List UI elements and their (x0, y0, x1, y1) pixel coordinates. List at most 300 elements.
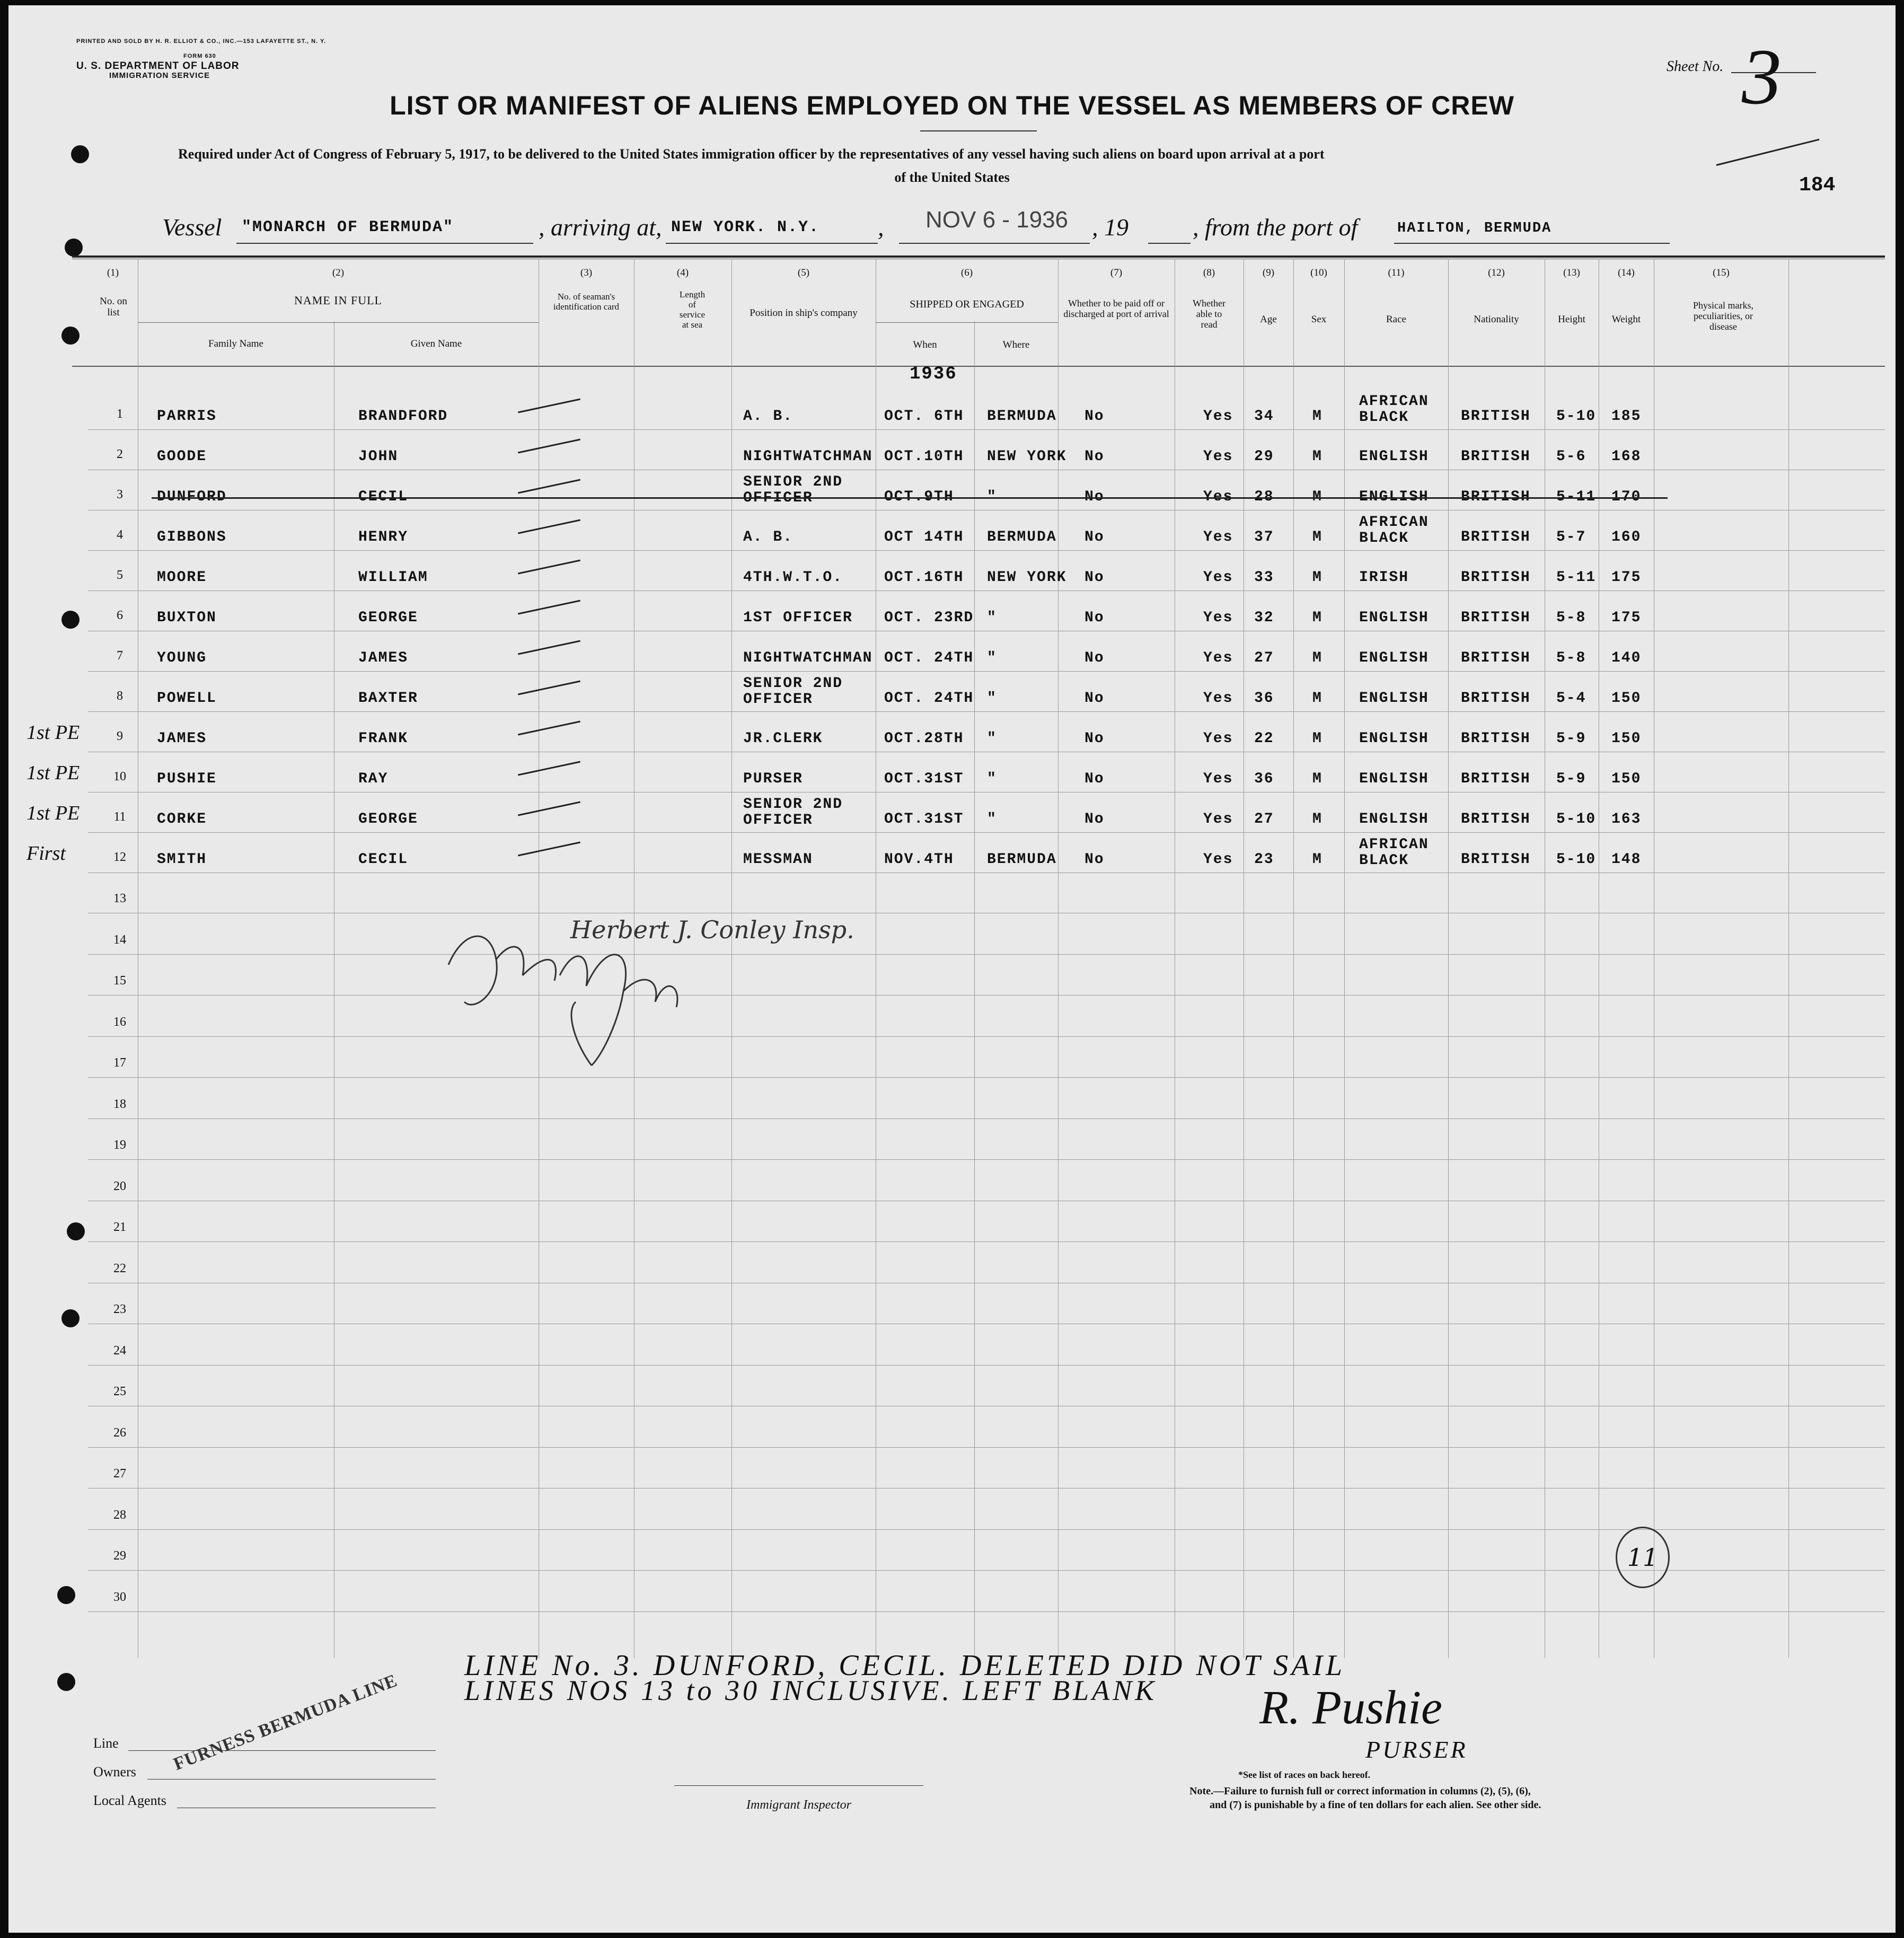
cell-read: Yes (1203, 650, 1233, 666)
footer-agents-label: Local Agents (93, 1793, 166, 1808)
header-weight: Weight (1611, 314, 1641, 325)
cell-read: Yes (1203, 408, 1233, 425)
row-number: 18 (113, 1097, 126, 1111)
cell-given: WILLIAM (358, 569, 428, 586)
subtitle-1: Required under Act of Congress of February 5, 1917, to be delivered to the United States immigration officer by the representatives of any vessel having such aliens on board upon arrival at a port (178, 146, 1325, 162)
cell-position: 1ST OFFICER (743, 610, 853, 626)
row-number: 9 (117, 729, 123, 743)
cell-age: 28 (1254, 489, 1274, 505)
cell-race: ENGLISH (1359, 690, 1429, 707)
cell-race-line-2: BLACK (1359, 852, 1409, 869)
title-rule (920, 130, 1037, 131)
cell-given: JOHN (358, 448, 399, 465)
header-race: Race (1386, 314, 1406, 325)
cell-weight: 160 (1611, 529, 1642, 545)
form-number: FORM 630 (183, 53, 216, 59)
cell-height: 5-10 (1556, 851, 1597, 868)
cell-read: Yes (1203, 730, 1233, 747)
punch-hole (61, 327, 80, 345)
cell-nationality: BRITISH (1461, 730, 1531, 747)
cell-given: BRANDFORD (358, 408, 448, 425)
cell-paid: No (1085, 730, 1105, 747)
col-line (731, 259, 732, 1658)
row-rule (88, 1611, 1885, 1612)
cell-read: Yes (1203, 771, 1233, 787)
inspector-signature-text: Herbert J. Conley Insp. (570, 915, 854, 944)
service: IMMIGRATION SERVICE (109, 71, 210, 80)
cell-race: IRISH (1359, 569, 1409, 586)
cell-family: BUXTON (157, 610, 217, 626)
cell-paid: No (1085, 408, 1105, 425)
col-line (1293, 259, 1294, 1658)
cell-age: 27 (1254, 811, 1274, 827)
cell-height: 5-10 (1556, 811, 1597, 827)
cell-age: 23 (1254, 851, 1274, 868)
header-nationality: Nationality (1474, 314, 1519, 325)
cell-given: CECIL (358, 489, 409, 505)
cell-height: 5-9 (1556, 730, 1586, 747)
cell-family: DUNFORD (157, 489, 227, 505)
row-rule (88, 1118, 1885, 1119)
cell-nationality: BRITISH (1461, 489, 1531, 505)
punch-hole (61, 1309, 80, 1327)
cell-where: " (987, 730, 997, 747)
cell-weight: 163 (1611, 811, 1642, 827)
cell-height: 5-8 (1556, 610, 1586, 626)
cell-where: " (987, 650, 997, 666)
cell-position-line-2: OFFICER (743, 490, 813, 506)
cell-height: 5-11 (1556, 569, 1597, 586)
inspector-label: Immigrant Inspector (746, 1798, 851, 1812)
cell-position: NIGHTWATCHMAN (743, 650, 873, 666)
cell-when: NOV.4TH (884, 851, 954, 868)
from-label: , from the port of (1193, 214, 1358, 241)
row-rule (88, 1241, 1885, 1242)
cell-given: HENRY (358, 529, 409, 545)
row-number: 3 (117, 488, 123, 501)
row-number: 26 (113, 1425, 126, 1440)
row-number: 4 (117, 528, 123, 542)
cell-race: AFRICAN (1359, 514, 1429, 531)
cell-nationality: BRITISH (1461, 569, 1531, 586)
cell-weight: 148 (1611, 851, 1642, 868)
col-line (1448, 259, 1449, 1658)
cell-height: 5-6 (1556, 448, 1586, 465)
cell-nationality: BRITISH (1461, 650, 1531, 666)
col-line (1788, 259, 1789, 1658)
row-number: 25 (113, 1385, 126, 1398)
margin-annotation: 1st PE (27, 721, 80, 744)
row-rule (88, 954, 1885, 955)
row-number: 24 (113, 1343, 126, 1358)
cell-age: 34 (1254, 408, 1274, 425)
id-card-tick (518, 560, 580, 575)
cell-when: OCT.16TH (884, 569, 964, 586)
col-line (1058, 259, 1059, 1658)
row-number: 28 (113, 1508, 126, 1522)
cell-when: OCT 14TH (884, 529, 964, 545)
cell-family: PARRIS (157, 408, 217, 425)
row-number: 7 (117, 649, 123, 663)
col-number: (15) (1713, 267, 1730, 278)
cell-age: 32 (1254, 610, 1274, 626)
col-number: (7) (1110, 267, 1123, 278)
footer-note-1: Note.—Failure to furnish full or correct information in columns (2), (5), (6), (1189, 1785, 1531, 1797)
row-rule (88, 995, 1885, 996)
cell-paid: No (1085, 489, 1105, 505)
id-card-tick (518, 801, 580, 816)
cell-age: 27 (1254, 650, 1274, 666)
row-number: 30 (113, 1590, 126, 1604)
cell-position: SENIOR 2ND (743, 675, 843, 692)
row-number: 27 (113, 1467, 126, 1481)
col-line (974, 321, 975, 1658)
cell-family: YOUNG (157, 650, 207, 666)
header-id-card: No. of seaman's identification card (553, 292, 620, 312)
row-rule (88, 1159, 1885, 1160)
row-rule (88, 1570, 1885, 1571)
shipped-subrule (876, 322, 1058, 323)
cell-position: 4TH.W.T.O. (743, 569, 843, 586)
cell-paid: No (1085, 771, 1105, 787)
sheet-number: 3 (1742, 33, 1782, 121)
cell-read: Yes (1203, 851, 1233, 868)
col-number: (8) (1203, 267, 1215, 278)
row-rule (88, 671, 1885, 672)
cell-sex: M (1312, 650, 1323, 666)
purser-signature: R. Pushie (1259, 1681, 1442, 1734)
col-number: (13) (1563, 267, 1580, 278)
cell-paid: No (1085, 690, 1105, 707)
col-number: (2) (332, 267, 345, 278)
year-note: 1936 (910, 364, 957, 384)
row-number: 2 (117, 447, 123, 461)
cell-read: Yes (1203, 569, 1233, 586)
footer-line-label: Line (93, 1736, 119, 1751)
cell-paid: No (1085, 610, 1105, 626)
cell-family: GOODE (157, 448, 207, 465)
header-where: Where (1002, 339, 1030, 350)
cell-read: Yes (1203, 811, 1233, 827)
row-rule (88, 1447, 1885, 1448)
cell-weight: 140 (1611, 650, 1642, 666)
punch-hole (71, 145, 89, 163)
cell-position: MESSMAN (743, 851, 813, 868)
arriving-underline (666, 243, 878, 244)
cell-nationality: BRITISH (1461, 529, 1531, 545)
col-number: (11) (1388, 267, 1405, 278)
cell-where: NEW YORK (987, 569, 1067, 586)
cell-given: GEORGE (358, 811, 418, 827)
vessel-label: Vessel (162, 214, 222, 241)
cell-weight: 185 (1611, 408, 1642, 425)
cell-read: Yes (1203, 690, 1233, 707)
cell-family: PUSHIE (157, 771, 217, 787)
cell-given: FRANK (358, 730, 409, 747)
row-number: 19 (113, 1138, 126, 1152)
footer-line-rule (128, 1750, 436, 1751)
cell-age: 36 (1254, 690, 1274, 707)
row-number: 11 (113, 810, 126, 824)
cell-read: Yes (1203, 489, 1233, 505)
header-able-to-read: Whether able to read (1193, 298, 1226, 330)
arriving-port: NEW YORK. N.Y. (671, 218, 820, 236)
cell-height: 5-4 (1556, 690, 1586, 707)
id-card-tick (518, 842, 580, 857)
cell-race: AFRICAN (1359, 393, 1429, 410)
footer-note-2: and (7) is punishable by a fine of ten dollars for each alien. See other side. (1210, 1799, 1541, 1811)
cell-when: OCT.9TH (884, 489, 954, 505)
row-rule (88, 429, 1885, 430)
header-no-on-list: No. on list (100, 296, 127, 318)
year-label: , 19 (1092, 214, 1129, 241)
races-note: *See list of races on back hereof. (1238, 1769, 1371, 1780)
punch-hole (61, 611, 80, 629)
cell-where: " (987, 690, 997, 707)
row-number: 13 (113, 892, 126, 905)
cell-weight: 150 (1611, 771, 1642, 787)
id-card-tick (518, 681, 580, 695)
cell-weight: 150 (1611, 690, 1642, 707)
cell-position: A. B. (743, 529, 794, 545)
header-height: Height (1558, 314, 1585, 325)
cell-when: OCT. 24TH (884, 650, 974, 666)
cell-race: ENGLISH (1359, 489, 1429, 505)
cell-nationality: BRITISH (1461, 851, 1531, 868)
cell-age: 37 (1254, 529, 1274, 545)
cell-nationality: BRITISH (1461, 610, 1531, 626)
from-underline (1394, 243, 1670, 244)
cell-sex: M (1312, 690, 1323, 707)
cell-when: OCT.28TH (884, 730, 964, 747)
col-number: (5) (797, 267, 810, 278)
cell-family: SMITH (157, 851, 207, 868)
cell-position: A. B. (743, 408, 794, 425)
cell-when: OCT.31ST (884, 771, 964, 787)
cell-race-line-2: BLACK (1359, 409, 1409, 426)
page-number: 184 (1799, 174, 1836, 197)
row-number: 6 (117, 609, 123, 622)
cell-nationality: BRITISH (1461, 690, 1531, 707)
date-underline (899, 243, 1090, 244)
punch-hole (57, 1673, 75, 1691)
cell-nationality: BRITISH (1461, 771, 1531, 787)
row-number: 1 (117, 407, 123, 421)
cell-when: OCT.31ST (884, 811, 964, 827)
cell-weight: 175 (1611, 610, 1642, 626)
col-number: (9) (1262, 267, 1275, 278)
cell-family: JAMES (157, 730, 207, 747)
cell-sex: M (1312, 408, 1323, 425)
id-card-tick (518, 399, 580, 413)
col-number: (10) (1310, 267, 1327, 278)
cell-position: PURSER (743, 771, 803, 787)
id-card-tick (518, 721, 580, 736)
row-number: 15 (113, 974, 126, 988)
note-line-2: LINES NOS 13 to 30 INCLUSIVE. LEFT BLANK (464, 1675, 1158, 1706)
cell-sex: M (1312, 811, 1323, 827)
header-rule-top (72, 256, 1885, 258)
header-rule-bottom (72, 366, 1885, 367)
cell-weight: 168 (1611, 448, 1642, 465)
from-port: HAILTON, BERMUDA (1397, 221, 1552, 236)
header-shipped: SHIPPED OR ENGAGED (910, 298, 1024, 310)
department: U. S. DEPARTMENT OF LABOR (76, 60, 240, 72)
arriving-label: , arriving at, (539, 214, 662, 241)
header-sex: Sex (1311, 314, 1327, 325)
cell-race: ENGLISH (1359, 610, 1429, 626)
date-stamp: NOV 6 - 1936 (925, 207, 1069, 233)
header-given-name: Given Name (410, 338, 462, 349)
cell-where: BERMUDA (987, 851, 1057, 868)
cell-height: 5-7 (1556, 529, 1586, 545)
cell-sex: M (1312, 529, 1323, 545)
row-rule (88, 1365, 1885, 1366)
strike-through (152, 497, 1668, 499)
cell-paid: No (1085, 529, 1105, 545)
header-name-in-full: NAME IN FULL (294, 294, 382, 307)
cell-race: ENGLISH (1359, 448, 1429, 465)
cell-paid: No (1085, 811, 1105, 827)
row-number: 5 (117, 568, 123, 582)
row-number: 14 (113, 932, 126, 947)
cell-position-line-2: OFFICER (743, 691, 813, 708)
cell-sex: M (1312, 448, 1323, 465)
row-rule (88, 711, 1885, 712)
cell-age: 22 (1254, 730, 1274, 747)
col-number: (12) (1488, 267, 1505, 278)
cell-height: 5-11 (1556, 489, 1597, 505)
cell-where: " (987, 610, 997, 626)
row-rule (88, 1036, 1885, 1037)
cell-height: 5-10 (1556, 408, 1597, 425)
row-number: 21 (113, 1220, 126, 1234)
cell-paid: No (1085, 851, 1105, 868)
printer-line: PRINTED AND SOLD BY H. R. ELLIOT & CO., INC.—153 LAFAYETTE ST., N. Y. (76, 38, 327, 45)
cell-paid: No (1085, 448, 1105, 465)
cell-position-line-2: OFFICER (743, 812, 813, 829)
header-age: Age (1260, 314, 1277, 325)
row-number: 29 (113, 1549, 126, 1563)
row-number: 12 (113, 850, 126, 864)
cell-when: OCT. 6TH (884, 408, 964, 425)
cell-sex: M (1312, 730, 1323, 747)
inspector-rule (674, 1785, 923, 1786)
col-number: (3) (580, 267, 593, 278)
year-underline (1148, 243, 1191, 244)
cell-where: " (987, 771, 997, 787)
cell-where: " (987, 811, 997, 827)
row-rule (88, 550, 1885, 551)
id-card-tick (518, 600, 580, 615)
cell-nationality: BRITISH (1461, 811, 1531, 827)
id-card-tick (518, 519, 580, 534)
inspector-signature (433, 896, 854, 1076)
header-when: When (913, 339, 937, 350)
cell-given: RAY (358, 771, 389, 787)
cell-family: GIBBONS (157, 529, 227, 545)
cell-position: SENIOR 2ND (743, 796, 843, 813)
note-line-1: LINE No. 3. DUNFORD, CECIL. DELETED DID NOT SAIL (464, 1649, 1346, 1682)
row-number: 23 (113, 1302, 126, 1316)
cell-when: OCT.10TH (884, 448, 964, 465)
margin-annotation: 1st PE (27, 802, 80, 824)
cell-position: JR.CLERK (743, 730, 823, 747)
cell-family: CORKE (157, 811, 207, 827)
row-number: 17 (113, 1056, 126, 1070)
col-number: (6) (960, 267, 973, 278)
cell-given: BAXTER (358, 690, 418, 707)
cell-when: OCT. 23RD (884, 610, 974, 626)
comma: , (878, 214, 884, 241)
cell-race: ENGLISH (1359, 650, 1429, 666)
id-card-tick (518, 439, 580, 454)
cell-family: POWELL (157, 690, 217, 707)
cell-given: JAMES (358, 650, 409, 666)
header-length-service: Length of service at sea (679, 289, 706, 330)
cell-read: Yes (1203, 448, 1233, 465)
id-card-tick (518, 761, 580, 776)
row-rule (88, 1077, 1885, 1078)
cell-when: OCT. 24TH (884, 690, 974, 707)
cell-sex: M (1312, 489, 1323, 505)
col-number: (4) (676, 267, 689, 278)
footer-owners-label: Owners (93, 1764, 136, 1780)
cell-weight: 170 (1611, 489, 1642, 505)
row-number: 20 (113, 1179, 126, 1193)
row-number: 10 (113, 770, 126, 783)
cell-where: NEW YORK (987, 448, 1067, 465)
cell-race-line-2: BLACK (1359, 530, 1409, 547)
vessel-underline (236, 243, 533, 244)
row-number: 16 (113, 1015, 126, 1029)
circled-mark: 11 (1616, 1527, 1670, 1588)
cell-read: Yes (1203, 610, 1233, 626)
margin-annotation: 1st PE (27, 762, 80, 784)
cell-race: ENGLISH (1359, 771, 1429, 787)
col-line (1344, 259, 1345, 1658)
cell-height: 5-8 (1556, 650, 1586, 666)
vessel-name: "MONARCH OF BERMUDA" (242, 218, 454, 236)
cell-height: 5-9 (1556, 771, 1586, 787)
cell-nationality: BRITISH (1461, 408, 1531, 425)
cell-age: 29 (1254, 448, 1274, 465)
cell-age: 33 (1254, 569, 1274, 586)
id-card-tick (518, 640, 580, 655)
cell-paid: No (1085, 650, 1105, 666)
manifest-page (8, 5, 1896, 1933)
cell-position: NIGHTWATCHMAN (743, 448, 873, 465)
punch-hole (67, 1222, 85, 1240)
cell-nationality: BRITISH (1461, 448, 1531, 465)
header-physical-marks: Physical marks, peculiarities, or disease (1693, 300, 1753, 332)
purser-title: PURSER (1365, 1736, 1468, 1763)
header-paid-off: Whether to be paid off or discharged at port of arrival (1063, 298, 1169, 319)
cell-sex: M (1312, 851, 1323, 868)
row-rule (88, 1529, 1885, 1530)
cell-sex: M (1312, 771, 1323, 787)
cell-read: Yes (1203, 529, 1233, 545)
agent-stamp: FURNESS BERMUDA LINE (171, 1670, 400, 1775)
cell-weight: 150 (1611, 730, 1642, 747)
name-subrule (138, 322, 539, 323)
cell-sex: M (1312, 610, 1323, 626)
row-number: 8 (117, 689, 123, 703)
cell-given: CECIL (358, 851, 409, 868)
cell-race: ENGLISH (1359, 811, 1429, 827)
footer-owners-rule (147, 1779, 436, 1780)
col-number: (14) (1618, 267, 1635, 278)
